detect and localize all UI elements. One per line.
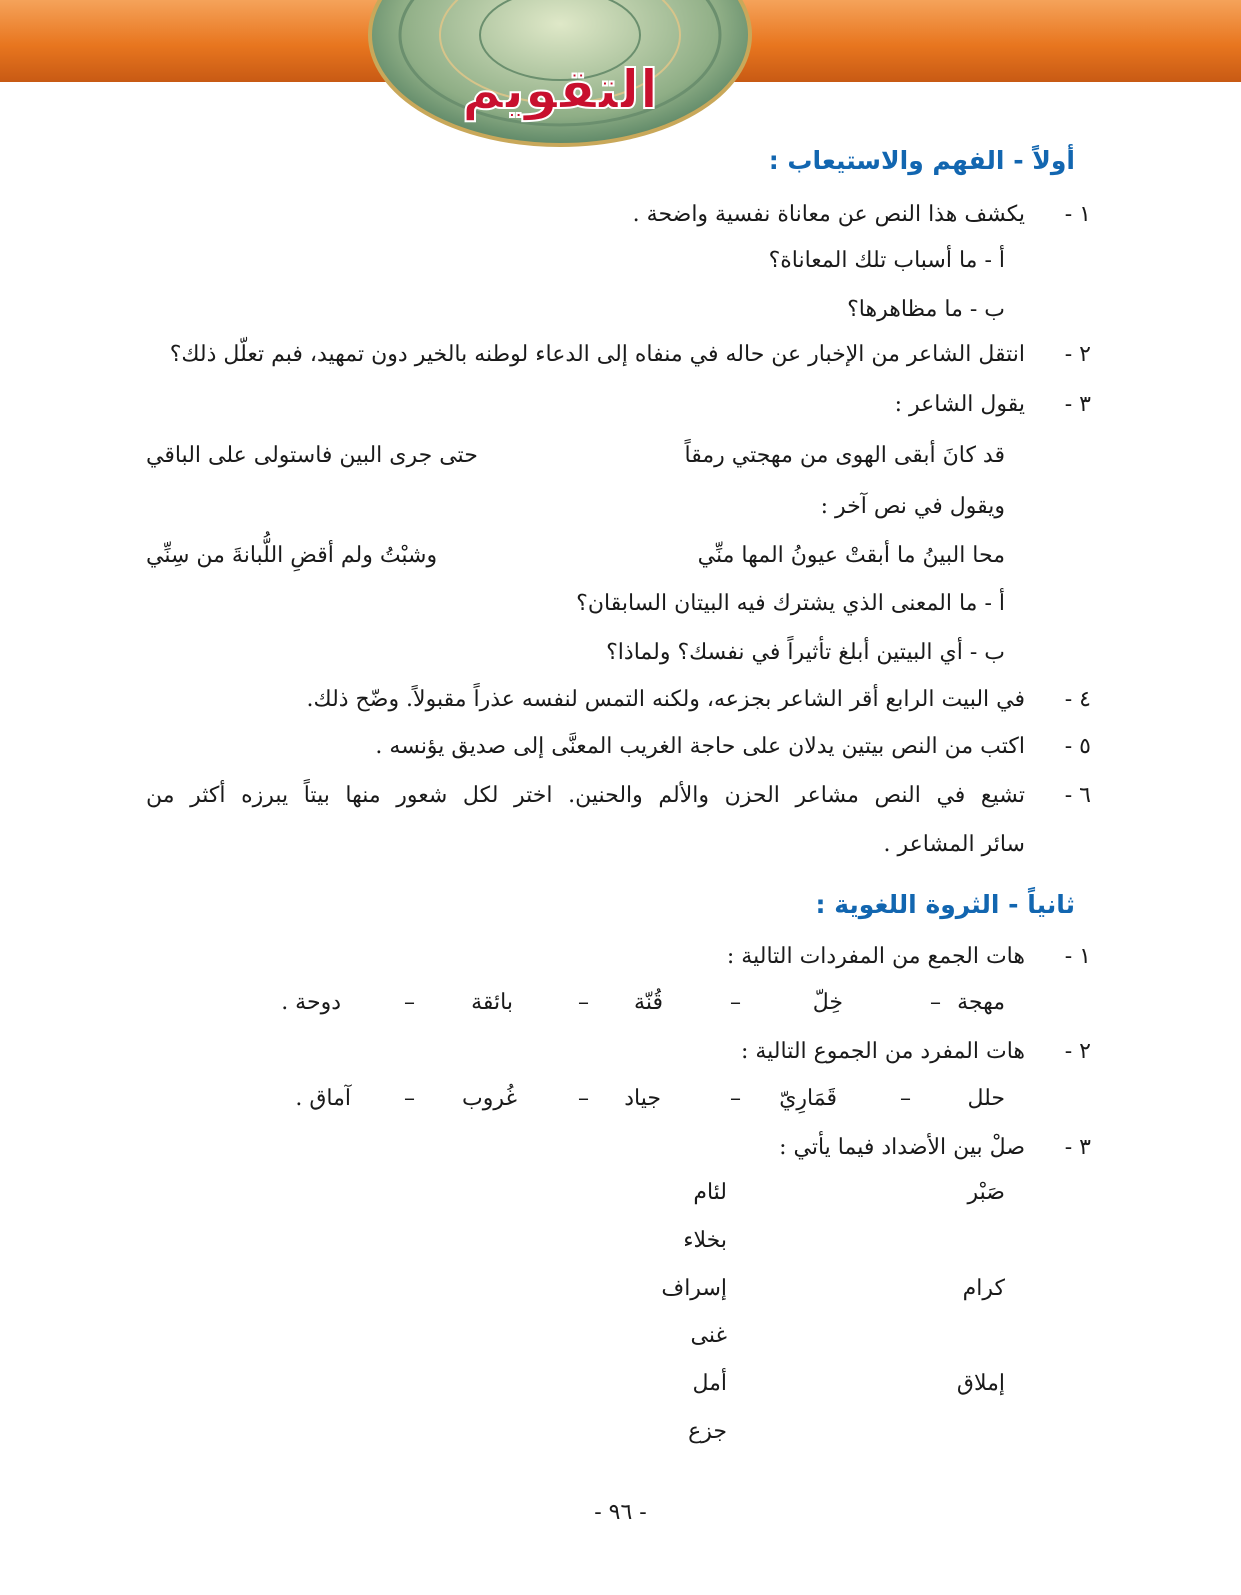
antonym-right-item: جزع: [688, 1419, 727, 1444]
q3-intro: يقول الشاعر :: [894, 392, 1025, 417]
q6-number: ٦ -: [1064, 783, 1091, 808]
s2-q2-item: قَمَارِيّ: [779, 1086, 837, 1111]
s2-q1-item: بائقة: [471, 990, 513, 1015]
q1-sub-a: أ - ما أسباب تلك المعاناة؟: [768, 248, 1005, 273]
banner-title: التقويم: [461, 58, 659, 121]
s2-q1-separator: –: [730, 990, 741, 1015]
q3-verse2-first-hemistich: محا البينُ ما أبقتْ عيونُ المها منِّي: [697, 543, 1005, 568]
s2-q3-number: ٣ -: [1064, 1135, 1091, 1160]
s2-q2-item: جياد: [624, 1086, 661, 1111]
q5-number: ٥ -: [1064, 734, 1091, 759]
q3-sub-b: ب - أي البيتين أبلغ تأثيراً في نفسك؟ ولماذا؟: [606, 640, 1005, 665]
s2-q1-item: خِلّ: [812, 990, 843, 1015]
s2-q1-text: هات الجمع من المفردات التالية :: [726, 944, 1025, 969]
q1-number: ١ -: [1064, 202, 1091, 227]
s2-q2-text: هات المفرد من الجموع التالية :: [740, 1039, 1025, 1064]
q1-text: يكشف هذا النص عن معاناة نفسية واضحة .: [632, 202, 1025, 227]
antonym-right-item: إسراف: [661, 1276, 727, 1301]
antonym-left-item: إملاق: [956, 1371, 1005, 1396]
s2-q1-separator: –: [578, 990, 589, 1015]
s2-q2-separator: –: [730, 1086, 741, 1111]
s2-q1-separator: –: [404, 990, 415, 1015]
s2-q1-item: قُنّة: [634, 990, 663, 1015]
antonym-left-item: كرام: [962, 1276, 1005, 1301]
q3-intro2: ويقول في نص آخر :: [820, 494, 1005, 519]
q2-number: ٢ -: [1064, 342, 1091, 367]
s2-q2-item: غُروب: [462, 1086, 517, 1111]
q3-verse2-second-hemistich: وشبْتُ ولم أقضِ اللُّبانةَ من سِنِّي: [146, 543, 438, 568]
q6-text-line1: تشيع في النص مشاعر الحزن والألم والحنين. اختر لكل شعور منها بيتاً يبرزه أكثر من: [146, 783, 1025, 808]
title-emblem: [365, 0, 755, 150]
s2-q2-separator: –: [900, 1086, 911, 1111]
s2-q2-number: ٢ -: [1064, 1039, 1091, 1064]
s2-q2-separator: –: [578, 1086, 589, 1111]
section2-heading: ثانياً - الثروة اللغوية :: [815, 890, 1075, 919]
q6-text-line2: سائر المشاعر .: [883, 832, 1025, 857]
s2-q2-item: آماق .: [295, 1086, 351, 1111]
s2-q1-number: ١ -: [1064, 944, 1091, 969]
antonym-right-item: أمل: [692, 1371, 727, 1396]
s2-q1-separator: –: [930, 990, 941, 1015]
s2-q2-separator: –: [404, 1086, 415, 1111]
antonym-left-item: صَبْر: [967, 1180, 1005, 1205]
q3-verse1-second-hemistich: حتى جرى البين فاستولى على الباقي: [146, 443, 478, 468]
q3-number: ٣ -: [1064, 392, 1091, 417]
s2-q1-item: دوحة .: [281, 990, 341, 1015]
s2-q1-item: مهجة: [957, 990, 1005, 1015]
q5-text: اكتب من النص بيتين يدلان على حاجة الغريب المعنَّى إلى صديق يؤنسه .: [375, 734, 1025, 759]
antonym-right-item: بخلاء: [683, 1228, 727, 1253]
section1-heading: أولاً - الفهم والاستيعاب :: [768, 146, 1075, 175]
q4-text: في البيت الرابع أقر الشاعر بجزعه، ولكنه التمس لنفسه عذراً مقبولاً. وضّح ذلك.: [306, 687, 1025, 712]
q3-verse1-first-hemistich: قد كانَ أبقى الهوى من مهجتي رمقاً: [684, 443, 1005, 468]
s2-q2-item: حلل: [967, 1086, 1005, 1111]
q4-number: ٤ -: [1064, 687, 1091, 712]
antonym-right-item: غنى: [690, 1323, 727, 1348]
q1-sub-b: ب - ما مظاهرها؟: [847, 297, 1005, 322]
s2-q3-text: صلْ بين الأضداد فيما يأتي :: [779, 1135, 1025, 1160]
antonym-right-item: لئام: [693, 1180, 727, 1205]
q3-sub-a: أ - ما المعنى الذي يشترك فيه البيتان السابقان؟: [576, 591, 1005, 616]
q2-text: انتقل الشاعر من الإخبار عن حاله في منفاه إلى الدعاء لوطنه بالخير دون تمهيد، فبم تعلّل ذلك؟: [169, 342, 1025, 367]
page-number: - ٩٦ -: [594, 1500, 647, 1525]
